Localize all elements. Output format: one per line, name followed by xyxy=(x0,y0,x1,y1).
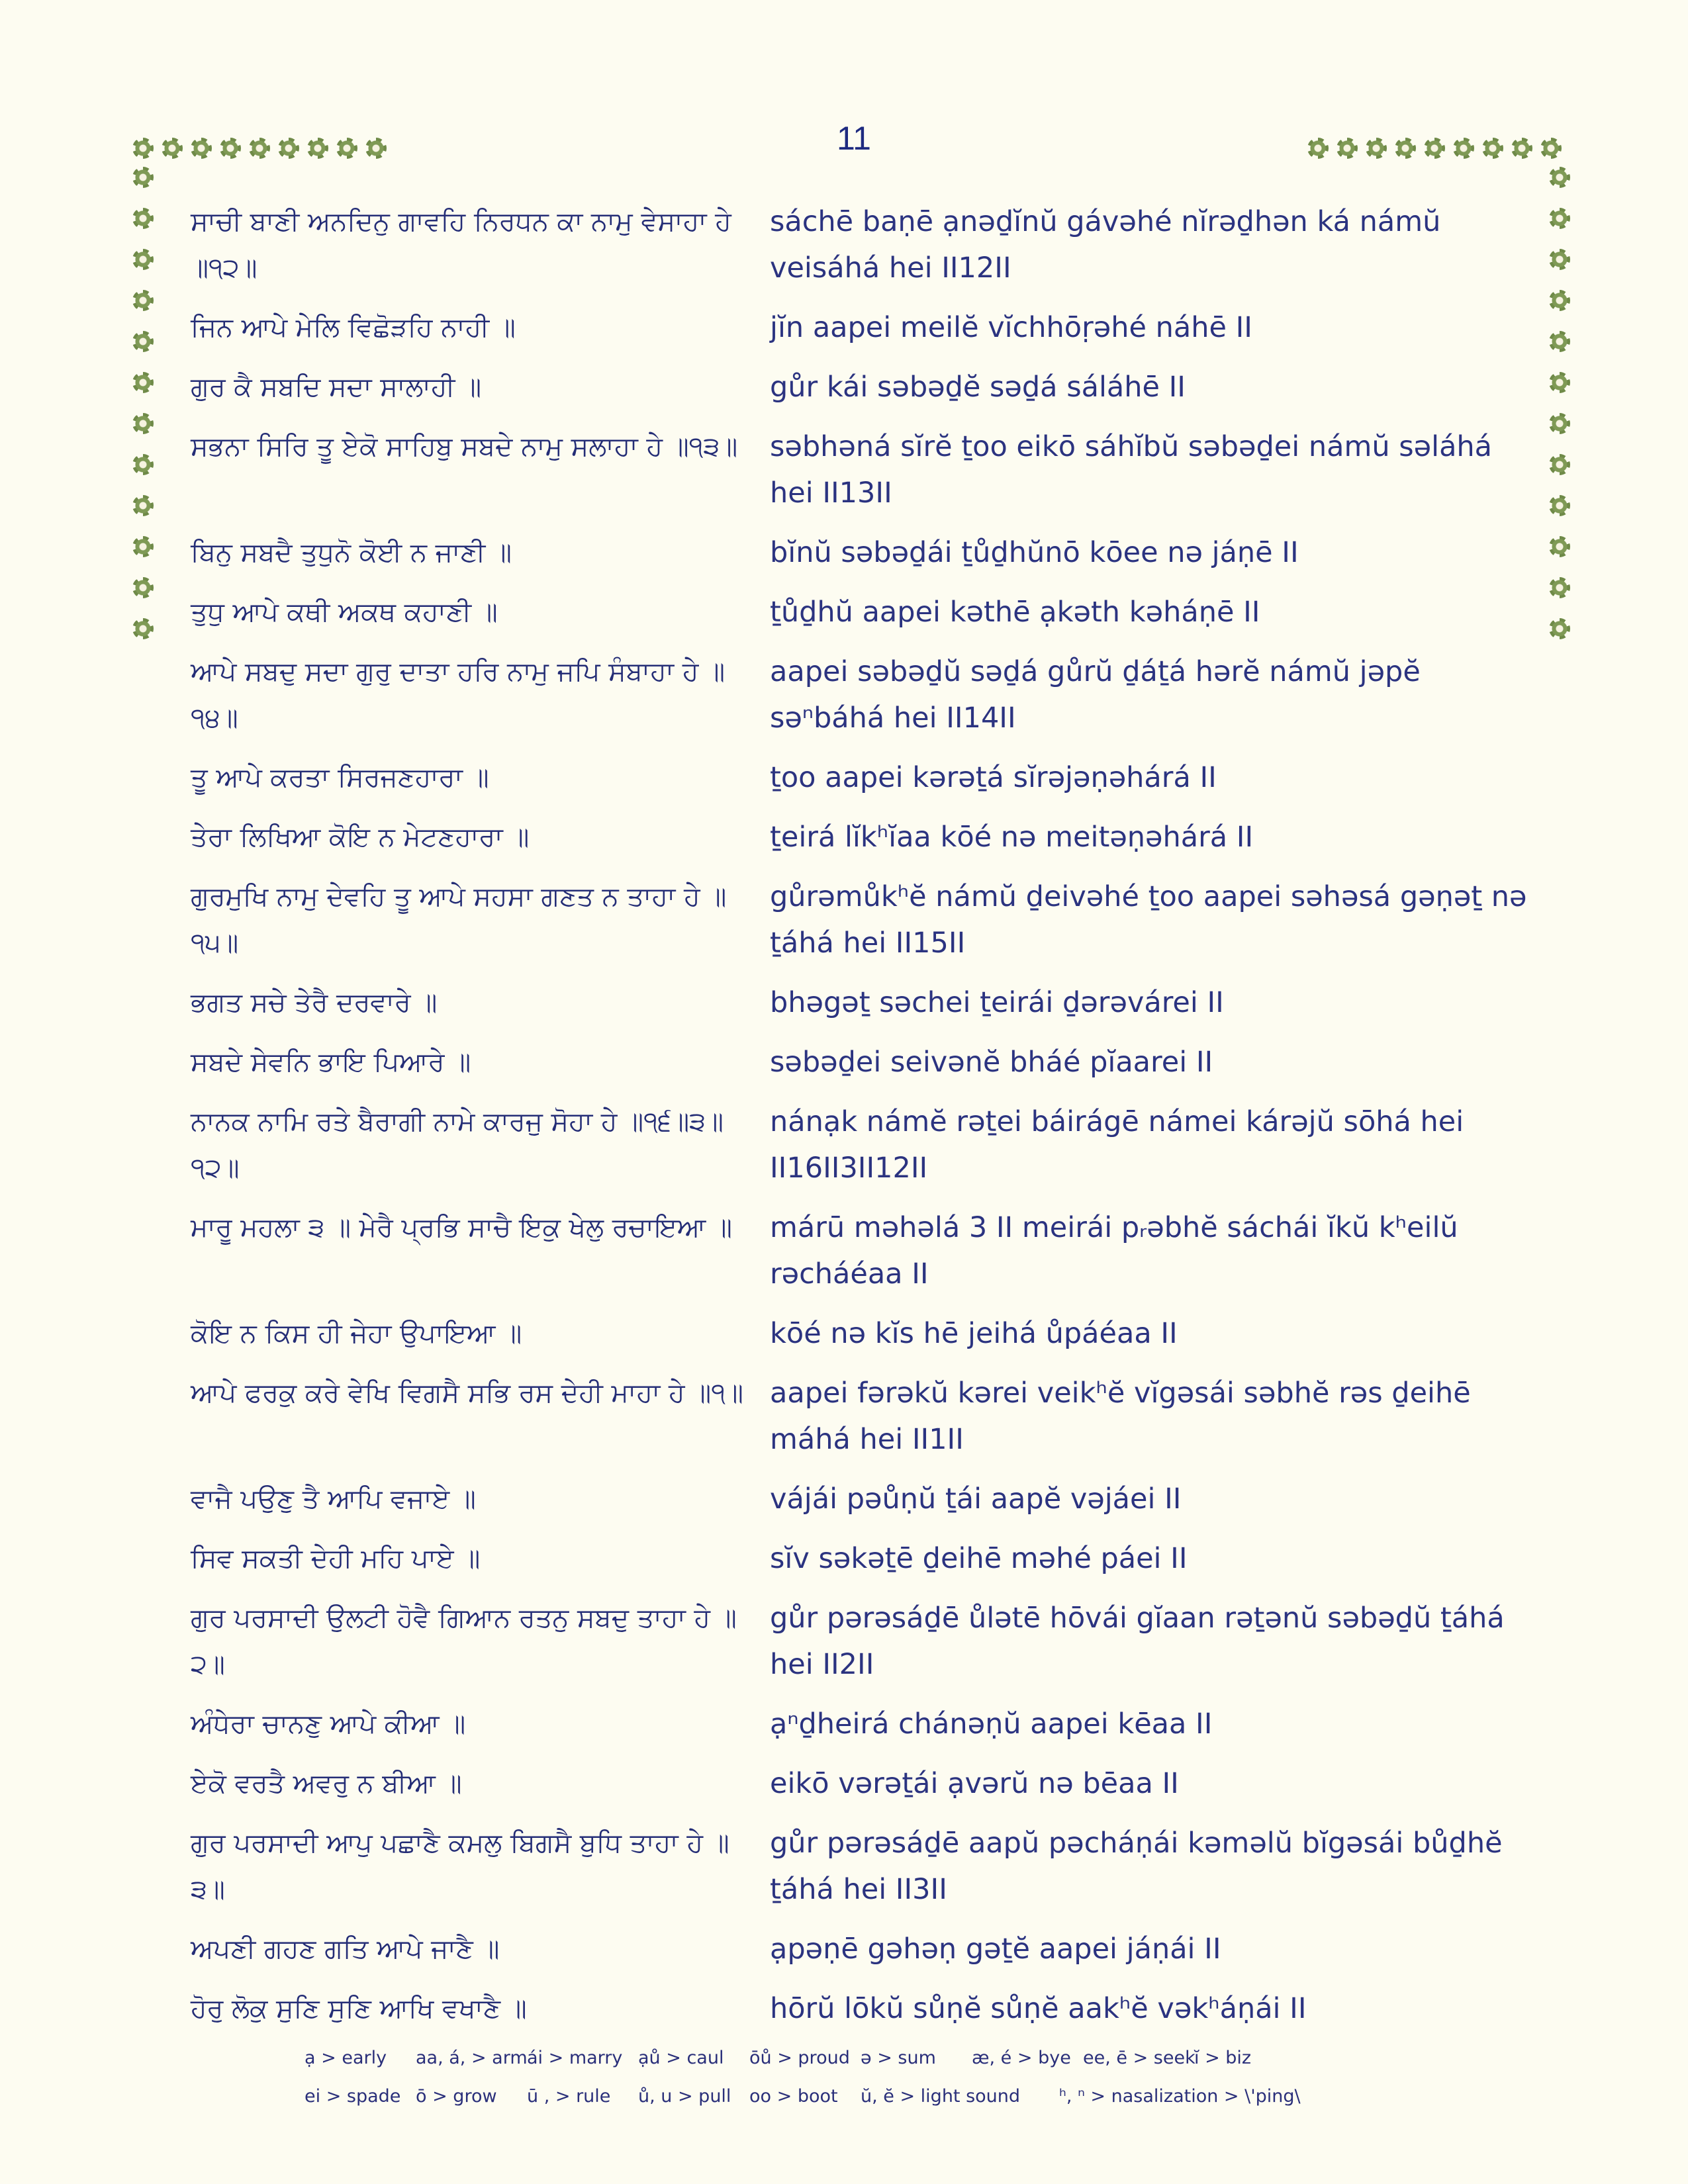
verse-row xyxy=(191,424,1534,516)
flower-ornament-icon xyxy=(1549,536,1570,557)
verse-row xyxy=(191,364,1534,410)
verse-row xyxy=(191,979,1534,1026)
flower-ornament-icon xyxy=(191,138,212,159)
transliteration-text: səbhəná sĭrĕ ṯoo eikō sáhĭbŭ səbəḏei námŭ səláhá hei II13II xyxy=(770,430,1493,510)
verse-row xyxy=(191,874,1534,966)
flower-ornament-icon xyxy=(1540,138,1562,159)
transliteration-text: gůr kái səbəḏĕ səḏá sáláhē II xyxy=(770,371,1186,404)
gurmukhi-text: ਤੂ ਆਪੇ ਕਰਤਾ ਸਿਰਜਣਹਾਰਾ ॥ xyxy=(191,762,489,793)
verse-row xyxy=(191,1820,1534,1913)
gurmukhi-text: ਸਭਨਾ ਸਿਰਿ ਤੂ ਏਕੋ ਸਾਹਿਬੁ ਸਬਦੇ ਨਾਮੁ ਸਲਾਹਾ ਹੇ ॥੧੩॥ xyxy=(191,432,738,462)
gurmukhi-text: ਏਕੋ ਵਰਤੈ ਅਵਰੁ ਨ ਬੀਆ ॥ xyxy=(191,1768,462,1799)
verse-list xyxy=(191,199,1534,2045)
flower-ornament-icon xyxy=(1453,138,1474,159)
legend-item: aa, á, > arm xyxy=(416,2047,528,2068)
flower-ornament-icon xyxy=(132,413,154,434)
flower-ornament-icon xyxy=(132,138,154,159)
flower-ornament-icon xyxy=(1549,618,1570,639)
verse-row xyxy=(191,1099,1534,1191)
flower-ornament-icon xyxy=(1549,290,1570,311)
transliteration-text: gůrəmůkʰĕ námŭ ḏeivəhé ṯoo aapei səhəsá gəṇəṯ nə ṯáhá hei II15II xyxy=(770,880,1527,960)
gurmukhi-text: ਬਿਨੁ ਸਬਦੈ ਤੁਧੁਨੋ ਕੋਈ ਨ ਜਾਣੀ ॥ xyxy=(191,537,512,568)
transliteration-text: gůr pərəsáḏē aapŭ pəcháṇái kəməlŭ bĭgəsái bůḏhĕ ṯáhá hei II3II xyxy=(770,1827,1503,1906)
verse-row xyxy=(191,649,1534,741)
flower-ornament-icon xyxy=(1549,495,1570,516)
legend-item: ái > marry xyxy=(527,2047,623,2068)
gurmukhi-text: ਸਿਵ ਸਕਤੀ ਦੇਹੀ ਮਹਿ ਪਾਏ ॥ xyxy=(191,1543,481,1574)
flower-ornament-icon xyxy=(132,495,154,516)
transliteration-text: ṯoo aapei kərəṯá sĭrəjəṇəhárá II xyxy=(770,761,1217,794)
legend-item: ei > spade xyxy=(305,2085,401,2107)
legend-row xyxy=(305,2038,1496,2077)
legend-item: ee, ē > seek xyxy=(1083,2047,1196,2068)
verse-row xyxy=(191,1205,1534,1297)
ornament-column-left xyxy=(132,167,154,639)
page-number: 11 xyxy=(837,120,871,157)
transliteration-text: aapei fərəkŭ kərei veikʰĕ vĭgəsái səbhĕ rəs ḏeihē máhá hei II1II xyxy=(770,1377,1471,1456)
legend-item: ə > sum xyxy=(861,2047,936,2068)
gurmukhi-text: ਨਾਨਕ ਨਾਮਿ ਰਤੇ ਬੈਰਾਗੀ ਨਾਮੇ ਕਾਰਜੁ ਸੋਹਾ ਹੇ ॥੧੬॥੩॥੧੨॥ xyxy=(191,1107,724,1183)
flower-ornament-icon xyxy=(132,577,154,598)
legend-item: ŭ, ĕ > light sound xyxy=(861,2085,1021,2107)
gurmukhi-text: ਜਿਨ ਆਪੇ ਮੇਲਿ ਵਿਛੋੜਹਿ ਨਾਹੀ ॥ xyxy=(191,312,516,343)
flower-ornament-icon xyxy=(132,208,154,229)
transliteration-text: sĭv səkəṯē ḏeihē məhé páei II xyxy=(770,1542,1188,1575)
verse-row xyxy=(191,529,1534,576)
verse-row xyxy=(191,814,1534,860)
flower-ornament-icon xyxy=(1549,454,1570,475)
gurmukhi-text: ਗੁਰ ਪਰਸਾਦੀ ਉਲਟੀ ਹੋਵੈ ਗਿਆਨ ਰਤਨੁ ਸਬਦੁ ਤਾਹਾ ਹੇ ॥੨॥ xyxy=(191,1603,737,1680)
legend-item: æ, é > bye xyxy=(972,2047,1071,2068)
flower-ornament-icon xyxy=(249,138,270,159)
flower-ornament-icon xyxy=(1482,138,1503,159)
transliteration-text: sáchē baṇē ạnəḏĭnŭ gávəhé nĭrəḏhən ká námŭ veisáhá hei II12II xyxy=(770,205,1441,285)
flower-ornament-icon xyxy=(1549,577,1570,598)
transliteration-text: bhəgəṯ səchei ṯeirái ḏərəvárei II xyxy=(770,986,1224,1019)
gurmukhi-text: ਆਪੇ ਸਬਦੁ ਸਦਾ ਗੁਰੁ ਦਾਤਾ ਹਰਿ ਨਾਮੁ ਜਪਿ ਸੰਬਾਹਾ ਹੇ ॥੧੪॥ xyxy=(191,657,726,733)
verse-row xyxy=(191,589,1534,635)
verse-row xyxy=(191,304,1534,351)
flower-ornament-icon xyxy=(278,138,299,159)
gurmukhi-text: ਭਗਤ ਸਚੇ ਤੇਰੈ ਦਰਵਾਰੇ ॥ xyxy=(191,987,438,1018)
verse-row xyxy=(191,1985,1534,2032)
gurmukhi-text: ਹੋਰੁ ਲੋਕੁ ਸੁਣਿ ਸੁਣਿ ਆਖਿ ਵਖਾਣੈ ॥ xyxy=(191,1993,527,2024)
transliteration-text: vájái pəůṇŭ ṯái aapĕ vəjáei II xyxy=(770,1482,1182,1516)
flower-ornament-icon xyxy=(220,138,241,159)
verse-row xyxy=(191,1370,1534,1463)
gurmukhi-text: ਵਾਜੈ ਪਉਣੁ ਤੈ ਆਪਿ ਵਜਾਏ ॥ xyxy=(191,1484,476,1514)
transliteration-text: bĭnŭ səbəḏái ṯůḏhŭnō kōee nə jáṇē II xyxy=(770,536,1299,569)
verse-row xyxy=(191,1926,1534,1972)
flower-ornament-icon xyxy=(307,138,328,159)
flower-ornament-icon xyxy=(1549,372,1570,393)
verse-row xyxy=(191,1039,1534,1085)
flower-ornament-icon xyxy=(1549,249,1570,270)
flower-ornament-icon xyxy=(132,536,154,557)
gurmukhi-text: ਆਪੇ ਫਰਕੁ ਕਰੇ ਵੇਖਿ ਵਿਗਸੈ ਸਭਿ ਰਸ ਦੇਹੀ ਮਾਹਾ ਹੇ ॥੧॥ xyxy=(191,1378,743,1408)
gurmukhi-text: ਅਪਣੀ ਗਹਣ ਗਤਿ ਆਪੇ ਜਾਣੈ ॥ xyxy=(191,1934,500,1964)
gurmukhi-text: ਤੁਧੁ ਆਪੇ ਕਥੀ ਅਕਥ ਕਹਾਣੀ ॥ xyxy=(191,597,498,627)
transliteration-text: səbəḏei seivənĕ bháé pĭaarei II xyxy=(770,1046,1213,1079)
legend-item: ōů > proud xyxy=(749,2047,850,2068)
flower-ornament-icon xyxy=(132,618,154,639)
legend-item: oo > boot xyxy=(749,2085,838,2107)
legend-item: ạ > early xyxy=(305,2047,387,2068)
gurmukhi-text: ਗੁਰ ਕੈ ਸਬਦਿ ਸਦਾ ਸਾਲਾਹੀ ॥ xyxy=(191,372,482,402)
flower-ornament-icon xyxy=(1366,138,1387,159)
flower-ornament-icon xyxy=(132,290,154,311)
gurmukhi-text: ਗੁਰ ਪਰਸਾਦੀ ਆਪੁ ਪਛਾਣੈ ਕਮਲੁ ਬਿਗਸੈ ਬੁਧਿ ਤਾਹਾ ਹੇ ॥੩॥ xyxy=(191,1828,729,1905)
transliteration-text: ṯeirá lĭkʰĭaa kōé nə meitəṇəhárá II xyxy=(770,821,1254,854)
ornament-column-right xyxy=(1549,167,1570,639)
transliteration-text: eikō vərəṯái ạvərŭ nə bēaa II xyxy=(770,1767,1179,1800)
flower-ornament-icon xyxy=(1424,138,1445,159)
verse-row xyxy=(191,1701,1534,1747)
transliteration-text: aapei səbəḏŭ səḏá gůrŭ ḏáṯá hərĕ námŭ jəpĕ səⁿbáhá hei II14II xyxy=(770,655,1421,735)
transliteration-text: márū məhəlá 3 II meirái pᵣəbhĕ sáchái ĭkŭ kʰeilŭ rəcháéaa II xyxy=(770,1211,1458,1291)
flower-ornament-icon xyxy=(132,167,154,188)
verse-row xyxy=(191,199,1534,291)
flower-ornament-icon xyxy=(132,249,154,270)
gurmukhi-text: ਗੁਰਮੁਖਿ ਨਾਮੁ ਦੇਵਹਿ ਤੂ ਆਪੇ ਸਹਸਾ ਗਣਤ ਨ ਤਾਹਾ ਹੇ ॥੧੫॥ xyxy=(191,882,727,958)
gurmukhi-text: ਮਾਰੂ ਮਹਲਾ ੩ ॥ ਮੇਰੈ ਪ੍ਰਭਿ ਸਾਚੈ ਇਕੁ ਖੇਲੁ ਰਚਾਇਆ ॥ xyxy=(191,1212,732,1243)
flower-ornament-icon xyxy=(1549,413,1570,434)
legend-item: ō > grow xyxy=(416,2085,497,2107)
flower-ornament-icon xyxy=(1549,331,1570,352)
flower-ornament-icon xyxy=(162,138,183,159)
flower-ornament-icon xyxy=(132,454,154,475)
transliteration-text: ạpəṇē gəhəṇ gəṯĕ aapei jáṇái II xyxy=(770,1933,1221,1966)
pronunciation-legend xyxy=(305,2038,1496,2115)
verse-row xyxy=(191,1595,1534,1688)
flower-ornament-icon xyxy=(1549,167,1570,188)
flower-ornament-icon xyxy=(365,138,387,159)
ornament-row-top-left xyxy=(132,138,387,159)
flower-ornament-icon xyxy=(336,138,357,159)
verse-row xyxy=(191,1535,1534,1582)
flower-ornament-icon xyxy=(132,372,154,393)
transliteration-text: kōé nə kĭs hē jeihá ůpáéaa II xyxy=(770,1317,1178,1350)
verse-row xyxy=(191,1310,1534,1357)
verse-row xyxy=(191,1760,1534,1807)
flower-ornament-icon xyxy=(132,331,154,352)
transliteration-text: jĭn aapei meilĕ vĭchhōṛəhé náhē II xyxy=(770,311,1252,344)
flower-ornament-icon xyxy=(1395,138,1416,159)
verse-row xyxy=(191,1476,1534,1522)
gurmukhi-text: ਸਬਦੇ ਸੇਵਨਿ ਭਾਇ ਪਿਆਰੇ ॥ xyxy=(191,1047,471,1077)
transliteration-text: hōrŭ lōkŭ sůṇĕ sůṇĕ aakʰĕ vəkʰáṇái II xyxy=(770,1992,1307,2025)
legend-item: ʰ, ⁿ > nasalization > \'ping\ xyxy=(1059,2085,1301,2107)
transliteration-text: ạⁿḏheirá chánəṇŭ aapei kēaa II xyxy=(770,1707,1213,1741)
transliteration-text: nánạk námĕ rəṯei báirágē námei kárəjŭ sōhá hei II16II3II12II xyxy=(770,1105,1464,1185)
flower-ornament-icon xyxy=(1549,208,1570,229)
ornament-row-top-right xyxy=(1307,138,1562,159)
legend-item: ū , > rule xyxy=(527,2085,611,2107)
transliteration-text: ṯůḏhŭ aapei kəthē ạkəth kəháṇē II xyxy=(770,596,1260,629)
legend-item: ĭ > biz xyxy=(1194,2047,1252,2068)
flower-ornament-icon xyxy=(1336,138,1358,159)
gurmukhi-text: ਕੋਇ ਨ ਕਿਸ ਹੀ ਜੇਹਾ ਉਪਾਇਆ ॥ xyxy=(191,1318,522,1349)
flower-ornament-icon xyxy=(1511,138,1532,159)
verse-row xyxy=(191,754,1534,801)
legend-item: ů, u > pull xyxy=(638,2085,731,2107)
transliteration-text: gůr pərəsáḏē ůlətē hōvái gĭaan rəṯənŭ səbəḏŭ ṯáhá hei II2II xyxy=(770,1602,1505,1681)
gurmukhi-text: ਸਾਚੀ ਬਾਣੀ ਅਨਦਿਨੁ ਗਾਵਹਿ ਨਿਰਧਨ ਕਾ ਨਾਮੁ ਵੇਸਾਹਾ ਹੇ ॥੧੨॥ xyxy=(191,206,731,283)
legend-row xyxy=(305,2077,1496,2115)
legend-item: ạů > caul xyxy=(638,2047,724,2068)
gurmukhi-text: ਤੇਰਾ ਲਿਖਿਆ ਕੋਇ ਨ ਮੇਟਣਹਾਰਾ ॥ xyxy=(191,822,530,852)
gurmukhi-text: ਅੰਧੇਰਾ ਚਾਨਣੁ ਆਪੇ ਕੀਆ ॥ xyxy=(191,1709,466,1739)
flower-ornament-icon xyxy=(1307,138,1329,159)
